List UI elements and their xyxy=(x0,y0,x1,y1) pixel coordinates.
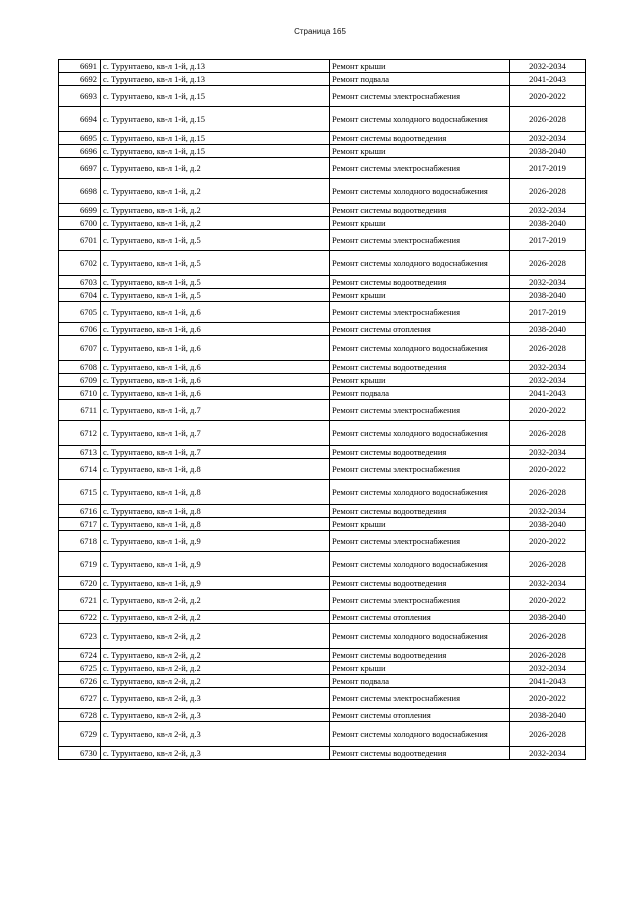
table-row xyxy=(59,302,586,323)
period-cell: 2032-2034 xyxy=(510,204,586,217)
row-number-cell: 6692 xyxy=(59,73,101,86)
period-cell: 2032-2034 xyxy=(510,361,586,374)
row-number-cell: 6723 xyxy=(59,624,101,649)
work-type-cell: Ремонт подвала xyxy=(330,73,510,86)
row-number-cell: 6730 xyxy=(59,747,101,760)
address-cell: с. Турунтаево, кв-л 2-й, д.3 xyxy=(101,722,330,747)
address-cell: с. Турунтаево, кв-л 1-й, д.6 xyxy=(101,336,330,361)
row-number-cell: 6693 xyxy=(59,86,101,107)
address-cell: с. Турунтаево, кв-л 2-й, д.3 xyxy=(101,688,330,709)
work-type-cell: Ремонт системы холодного водоснабжения xyxy=(330,179,510,204)
work-type-cell: Ремонт системы электроснабжения xyxy=(330,531,510,552)
table-row xyxy=(59,145,586,158)
row-number-cell: 6720 xyxy=(59,577,101,590)
address-cell: с. Турунтаево, кв-л 2-й, д.2 xyxy=(101,611,330,624)
work-type-cell: Ремонт крыши xyxy=(330,60,510,73)
period-cell: 2026-2028 xyxy=(510,480,586,505)
work-type-cell: Ремонт системы электроснабжения xyxy=(330,158,510,179)
row-number-cell: 6706 xyxy=(59,323,101,336)
table-row xyxy=(59,251,586,276)
work-type-cell: Ремонт системы водоотведения xyxy=(330,577,510,590)
work-type-cell: Ремонт системы холодного водоснабжения xyxy=(330,421,510,446)
work-type-cell: Ремонт системы отопления xyxy=(330,709,510,722)
table-row xyxy=(59,709,586,722)
page-number-header: Страница 165 xyxy=(294,27,346,36)
work-type-cell: Ремонт крыши xyxy=(330,289,510,302)
table-row xyxy=(59,60,586,73)
table-row xyxy=(59,230,586,251)
table-row xyxy=(59,505,586,518)
row-number-cell: 6695 xyxy=(59,132,101,145)
work-type-cell: Ремонт системы холодного водоснабжения xyxy=(330,251,510,276)
period-cell: 2017-2019 xyxy=(510,230,586,251)
address-cell: с. Турунтаево, кв-л 1-й, д.2 xyxy=(101,204,330,217)
address-cell: с. Турунтаево, кв-л 1-й, д.6 xyxy=(101,374,330,387)
work-type-cell: Ремонт системы водоотведения xyxy=(330,276,510,289)
address-cell: с. Турунтаево, кв-л 1-й, д.8 xyxy=(101,480,330,505)
row-number-cell: 6701 xyxy=(59,230,101,251)
address-cell: с. Турунтаево, кв-л 1-й, д.8 xyxy=(101,505,330,518)
period-cell: 2032-2034 xyxy=(510,577,586,590)
period-cell: 2041-2043 xyxy=(510,675,586,688)
period-cell: 2038-2040 xyxy=(510,323,586,336)
work-type-cell: Ремонт подвала xyxy=(330,675,510,688)
address-cell: с. Турунтаево, кв-л 1-й, д.7 xyxy=(101,421,330,446)
table-row xyxy=(59,179,586,204)
row-number-cell: 6721 xyxy=(59,590,101,611)
period-cell: 2032-2034 xyxy=(510,662,586,675)
table-row xyxy=(59,204,586,217)
work-type-cell: Ремонт системы водоотведения xyxy=(330,204,510,217)
period-cell: 2041-2043 xyxy=(510,387,586,400)
row-number-cell: 6718 xyxy=(59,531,101,552)
row-number-cell: 6728 xyxy=(59,709,101,722)
work-type-cell: Ремонт системы электроснабжения xyxy=(330,688,510,709)
work-type-cell: Ремонт системы электроснабжения xyxy=(330,459,510,480)
work-type-cell: Ремонт крыши xyxy=(330,662,510,675)
row-number-cell: 6694 xyxy=(59,107,101,132)
address-cell: с. Турунтаево, кв-л 1-й, д.5 xyxy=(101,276,330,289)
row-number-cell: 6704 xyxy=(59,289,101,302)
address-cell: с. Турунтаево, кв-л 2-й, д.2 xyxy=(101,649,330,662)
period-cell: 2032-2034 xyxy=(510,446,586,459)
address-cell: с. Турунтаево, кв-л 1-й, д.7 xyxy=(101,400,330,421)
address-cell: с. Турунтаево, кв-л 1-й, д.5 xyxy=(101,230,330,251)
work-type-cell: Ремонт системы отопления xyxy=(330,611,510,624)
work-type-cell: Ремонт крыши xyxy=(330,217,510,230)
address-cell: с. Турунтаево, кв-л 1-й, д.6 xyxy=(101,387,330,400)
row-number-cell: 6725 xyxy=(59,662,101,675)
table-row xyxy=(59,421,586,446)
table-row xyxy=(59,132,586,145)
period-cell: 2041-2043 xyxy=(510,73,586,86)
work-type-cell: Ремонт системы водоотведения xyxy=(330,649,510,662)
row-number-cell: 6717 xyxy=(59,518,101,531)
work-type-cell: Ремонт крыши xyxy=(330,518,510,531)
row-number-cell: 6698 xyxy=(59,179,101,204)
row-number-cell: 6700 xyxy=(59,217,101,230)
table-row xyxy=(59,86,586,107)
row-number-cell: 6708 xyxy=(59,361,101,374)
row-number-cell: 6727 xyxy=(59,688,101,709)
period-cell: 2020-2022 xyxy=(510,459,586,480)
table-row xyxy=(59,289,586,302)
work-type-cell: Ремонт системы холодного водоснабжения xyxy=(330,624,510,649)
period-cell: 2026-2028 xyxy=(510,649,586,662)
table-row xyxy=(59,400,586,421)
work-type-cell: Ремонт системы электроснабжения xyxy=(330,302,510,323)
table-row xyxy=(59,611,586,624)
address-cell: с. Турунтаево, кв-л 1-й, д.8 xyxy=(101,518,330,531)
period-cell: 2032-2034 xyxy=(510,505,586,518)
row-number-cell: 6716 xyxy=(59,505,101,518)
table-row xyxy=(59,747,586,760)
row-number-cell: 6710 xyxy=(59,387,101,400)
work-type-cell: Ремонт крыши xyxy=(330,145,510,158)
address-cell: с. Турунтаево, кв-л 1-й, д.15 xyxy=(101,107,330,132)
row-number-cell: 6712 xyxy=(59,421,101,446)
work-type-cell: Ремонт системы водоотведения xyxy=(330,747,510,760)
address-cell: с. Турунтаево, кв-л 2-й, д.2 xyxy=(101,675,330,688)
table-row xyxy=(59,158,586,179)
period-cell: 2020-2022 xyxy=(510,688,586,709)
period-cell: 2026-2028 xyxy=(510,421,586,446)
work-type-cell: Ремонт системы электроснабжения xyxy=(330,590,510,611)
row-number-cell: 6691 xyxy=(59,60,101,73)
table-row xyxy=(59,217,586,230)
repair-schedule-table xyxy=(58,59,586,760)
table-row xyxy=(59,276,586,289)
period-cell: 2026-2028 xyxy=(510,251,586,276)
period-cell: 2038-2040 xyxy=(510,145,586,158)
address-cell: с. Турунтаево, кв-л 1-й, д.6 xyxy=(101,302,330,323)
period-cell: 2038-2040 xyxy=(510,518,586,531)
period-cell: 2026-2028 xyxy=(510,722,586,747)
address-cell: с. Турунтаево, кв-л 1-й, д.9 xyxy=(101,531,330,552)
row-number-cell: 6705 xyxy=(59,302,101,323)
period-cell: 2038-2040 xyxy=(510,709,586,722)
table-row xyxy=(59,361,586,374)
row-number-cell: 6719 xyxy=(59,552,101,577)
period-cell: 2026-2028 xyxy=(510,552,586,577)
address-cell: с. Турунтаево, кв-л 1-й, д.5 xyxy=(101,251,330,276)
period-cell: 2020-2022 xyxy=(510,86,586,107)
table-row xyxy=(59,480,586,505)
address-cell: с. Турунтаево, кв-л 1-й, д.8 xyxy=(101,459,330,480)
address-cell: с. Турунтаево, кв-л 1-й, д.13 xyxy=(101,60,330,73)
period-cell: 2026-2028 xyxy=(510,179,586,204)
period-cell: 2026-2028 xyxy=(510,107,586,132)
row-number-cell: 6696 xyxy=(59,145,101,158)
period-cell: 2038-2040 xyxy=(510,289,586,302)
address-cell: с. Турунтаево, кв-л 1-й, д.9 xyxy=(101,552,330,577)
table-row xyxy=(59,73,586,86)
address-cell: с. Турунтаево, кв-л 1-й, д.2 xyxy=(101,179,330,204)
work-type-cell: Ремонт системы электроснабжения xyxy=(330,400,510,421)
address-cell: с. Турунтаево, кв-л 1-й, д.2 xyxy=(101,158,330,179)
address-cell: с. Турунтаево, кв-л 1-й, д.15 xyxy=(101,132,330,145)
row-number-cell: 6711 xyxy=(59,400,101,421)
address-cell: с. Турунтаево, кв-л 2-й, д.3 xyxy=(101,709,330,722)
period-cell: 2032-2034 xyxy=(510,374,586,387)
row-number-cell: 6724 xyxy=(59,649,101,662)
period-cell: 2017-2019 xyxy=(510,302,586,323)
table-row xyxy=(59,531,586,552)
work-type-cell: Ремонт системы холодного водоснабжения xyxy=(330,336,510,361)
period-cell: 2032-2034 xyxy=(510,747,586,760)
row-number-cell: 6697 xyxy=(59,158,101,179)
period-cell: 2020-2022 xyxy=(510,590,586,611)
period-cell: 2032-2034 xyxy=(510,276,586,289)
address-cell: с. Турунтаево, кв-л 2-й, д.2 xyxy=(101,662,330,675)
period-cell: 2026-2028 xyxy=(510,336,586,361)
table-row xyxy=(59,552,586,577)
table-row xyxy=(59,387,586,400)
address-cell: с. Турунтаево, кв-л 1-й, д.6 xyxy=(101,323,330,336)
table-row xyxy=(59,336,586,361)
work-type-cell: Ремонт системы холодного водоснабжения xyxy=(330,722,510,747)
period-cell: 2038-2040 xyxy=(510,611,586,624)
address-cell: с. Турунтаево, кв-л 2-й, д.2 xyxy=(101,624,330,649)
work-type-cell: Ремонт крыши xyxy=(330,374,510,387)
row-number-cell: 6703 xyxy=(59,276,101,289)
address-cell: с. Турунтаево, кв-л 1-й, д.5 xyxy=(101,289,330,302)
work-type-cell: Ремонт системы водоотведения xyxy=(330,446,510,459)
period-cell: 2017-2019 xyxy=(510,158,586,179)
row-number-cell: 6714 xyxy=(59,459,101,480)
row-number-cell: 6715 xyxy=(59,480,101,505)
period-cell: 2032-2034 xyxy=(510,60,586,73)
address-cell: с. Турунтаево, кв-л 1-й, д.9 xyxy=(101,577,330,590)
row-number-cell: 6713 xyxy=(59,446,101,459)
work-type-cell: Ремонт системы электроснабжения xyxy=(330,86,510,107)
table-row xyxy=(59,374,586,387)
address-cell: с. Турунтаево, кв-л 2-й, д.3 xyxy=(101,747,330,760)
period-cell: 2038-2040 xyxy=(510,217,586,230)
work-type-cell: Ремонт системы холодного водоснабжения xyxy=(330,552,510,577)
address-cell: с. Турунтаево, кв-л 1-й, д.13 xyxy=(101,73,330,86)
address-cell: с. Турунтаево, кв-л 1-й, д.15 xyxy=(101,145,330,158)
table-row xyxy=(59,590,586,611)
table-row xyxy=(59,518,586,531)
row-number-cell: 6709 xyxy=(59,374,101,387)
table-row xyxy=(59,446,586,459)
table-row xyxy=(59,107,586,132)
address-cell: с. Турунтаево, кв-л 1-й, д.6 xyxy=(101,361,330,374)
work-type-cell: Ремонт системы водоотведения xyxy=(330,132,510,145)
address-cell: с. Турунтаево, кв-л 2-й, д.2 xyxy=(101,590,330,611)
work-type-cell: Ремонт системы электроснабжения xyxy=(330,230,510,251)
work-type-cell: Ремонт системы водоотведения xyxy=(330,505,510,518)
period-cell: 2020-2022 xyxy=(510,531,586,552)
table-row xyxy=(59,722,586,747)
table-row xyxy=(59,459,586,480)
work-type-cell: Ремонт системы отопления xyxy=(330,323,510,336)
table-row xyxy=(59,662,586,675)
table-row xyxy=(59,688,586,709)
table-row xyxy=(59,649,586,662)
row-number-cell: 6726 xyxy=(59,675,101,688)
address-cell: с. Турунтаево, кв-л 1-й, д.2 xyxy=(101,217,330,230)
row-number-cell: 6707 xyxy=(59,336,101,361)
period-cell: 2026-2028 xyxy=(510,624,586,649)
table-row xyxy=(59,675,586,688)
table-body xyxy=(59,60,586,760)
address-cell: с. Турунтаево, кв-л 1-й, д.15 xyxy=(101,86,330,107)
row-number-cell: 6729 xyxy=(59,722,101,747)
table-row xyxy=(59,577,586,590)
work-type-cell: Ремонт системы холодного водоснабжения xyxy=(330,480,510,505)
row-number-cell: 6699 xyxy=(59,204,101,217)
work-type-cell: Ремонт подвала xyxy=(330,387,510,400)
row-number-cell: 6722 xyxy=(59,611,101,624)
address-cell: с. Турунтаево, кв-л 1-й, д.7 xyxy=(101,446,330,459)
row-number-cell: 6702 xyxy=(59,251,101,276)
work-type-cell: Ремонт системы водоотведения xyxy=(330,361,510,374)
table-row xyxy=(59,323,586,336)
period-cell: 2020-2022 xyxy=(510,400,586,421)
work-type-cell: Ремонт системы холодного водоснабжения xyxy=(330,107,510,132)
period-cell: 2032-2034 xyxy=(510,132,586,145)
table-row xyxy=(59,624,586,649)
